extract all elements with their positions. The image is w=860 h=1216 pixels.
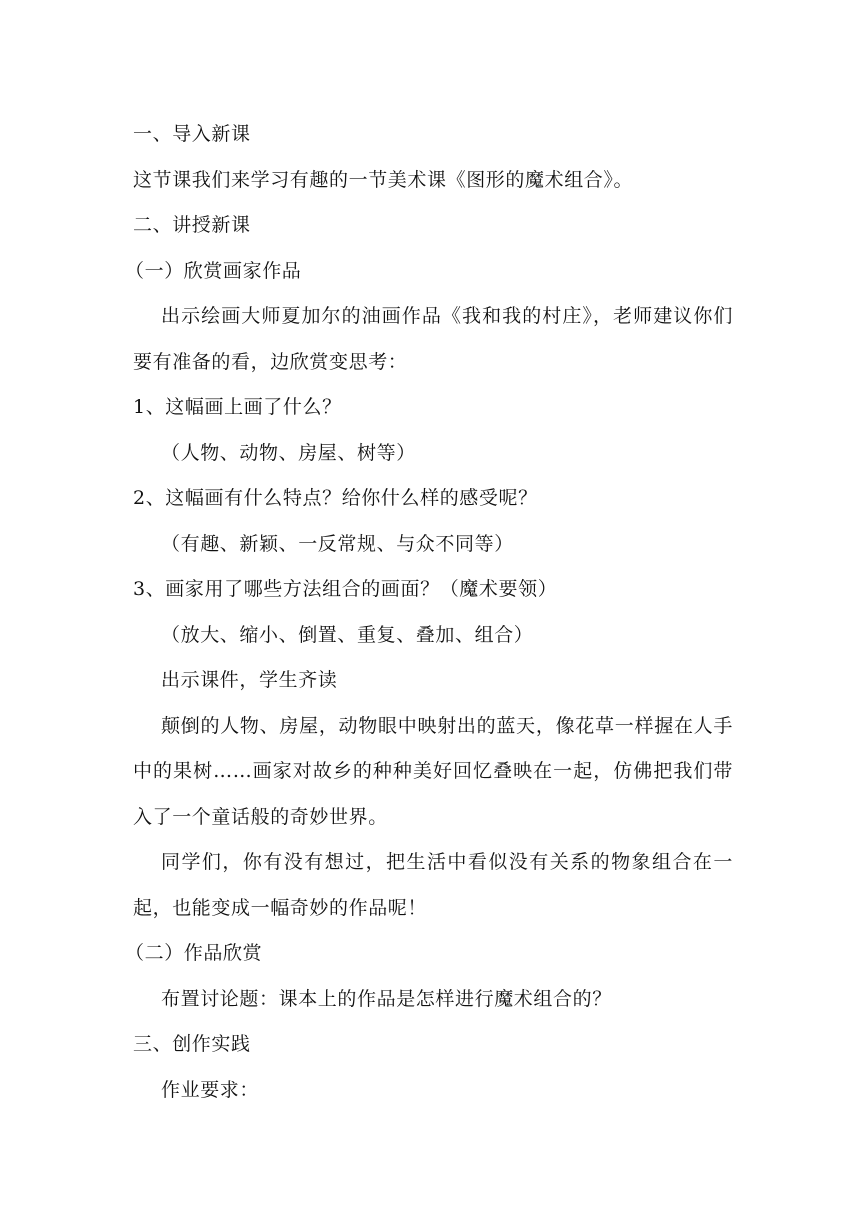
subsection-heading-artist-works: （一）欣赏画家作品 bbox=[125, 259, 302, 282]
paragraph-show-painting: 出示绘画大师夏加尔的油画作品《我和我的村庄》，老师建议你们要有准备的看，边欣赏变思考： bbox=[133, 305, 733, 373]
section-heading-intro: 一、导入新课 bbox=[133, 123, 251, 145]
intro-text: 这节课我们来学习有趣的一节美术课《图形的魔术组合》。 bbox=[133, 168, 634, 191]
answer-2: （有趣、新颖、一反常规、与众不同等） bbox=[161, 532, 514, 555]
answer-1: （人物、动物、房屋、树等） bbox=[161, 441, 416, 464]
question-1: 1、这幅画上画了什么？ bbox=[133, 396, 342, 418]
discussion-topic: 布置讨论题：课本上的作品是怎样进行魔术组合的？ bbox=[161, 987, 612, 1010]
paragraph-students: 同学们，你有没有想过，把生活中看似没有关系的物象组合在一起，也能变成一幅奇妙的作品呢！ bbox=[133, 851, 733, 919]
paragraph-reading: 颠倒的人物、房屋，动物眼中映射出的蓝天，像花草一样握在人手中的果树……画家对故乡的种种美好回忆叠映在一起，仿佛把我们带入了一个童话般的奇妙世界。 bbox=[133, 714, 733, 828]
subsection-heading-work-appreciation: （二）作品欣赏 bbox=[125, 942, 263, 964]
section-heading-practice: 三、创作实践 bbox=[133, 1033, 251, 1055]
answer-3: （放大、缩小、倒置、重复、叠加、组合） bbox=[161, 623, 534, 646]
courseware-note: 出示课件，学生齐读 bbox=[161, 669, 338, 691]
question-2: 2、这幅画有什么特点？给你什么样的感受呢？ bbox=[133, 487, 538, 509]
document-body bbox=[125, 112, 733, 1113]
homework-requirements: 作业要求： bbox=[161, 1078, 260, 1101]
question-3: 3、画家用了哪些方法组合的画面？（魔术要领） bbox=[133, 578, 558, 600]
section-heading-teaching: 二、讲授新课 bbox=[133, 214, 251, 236]
